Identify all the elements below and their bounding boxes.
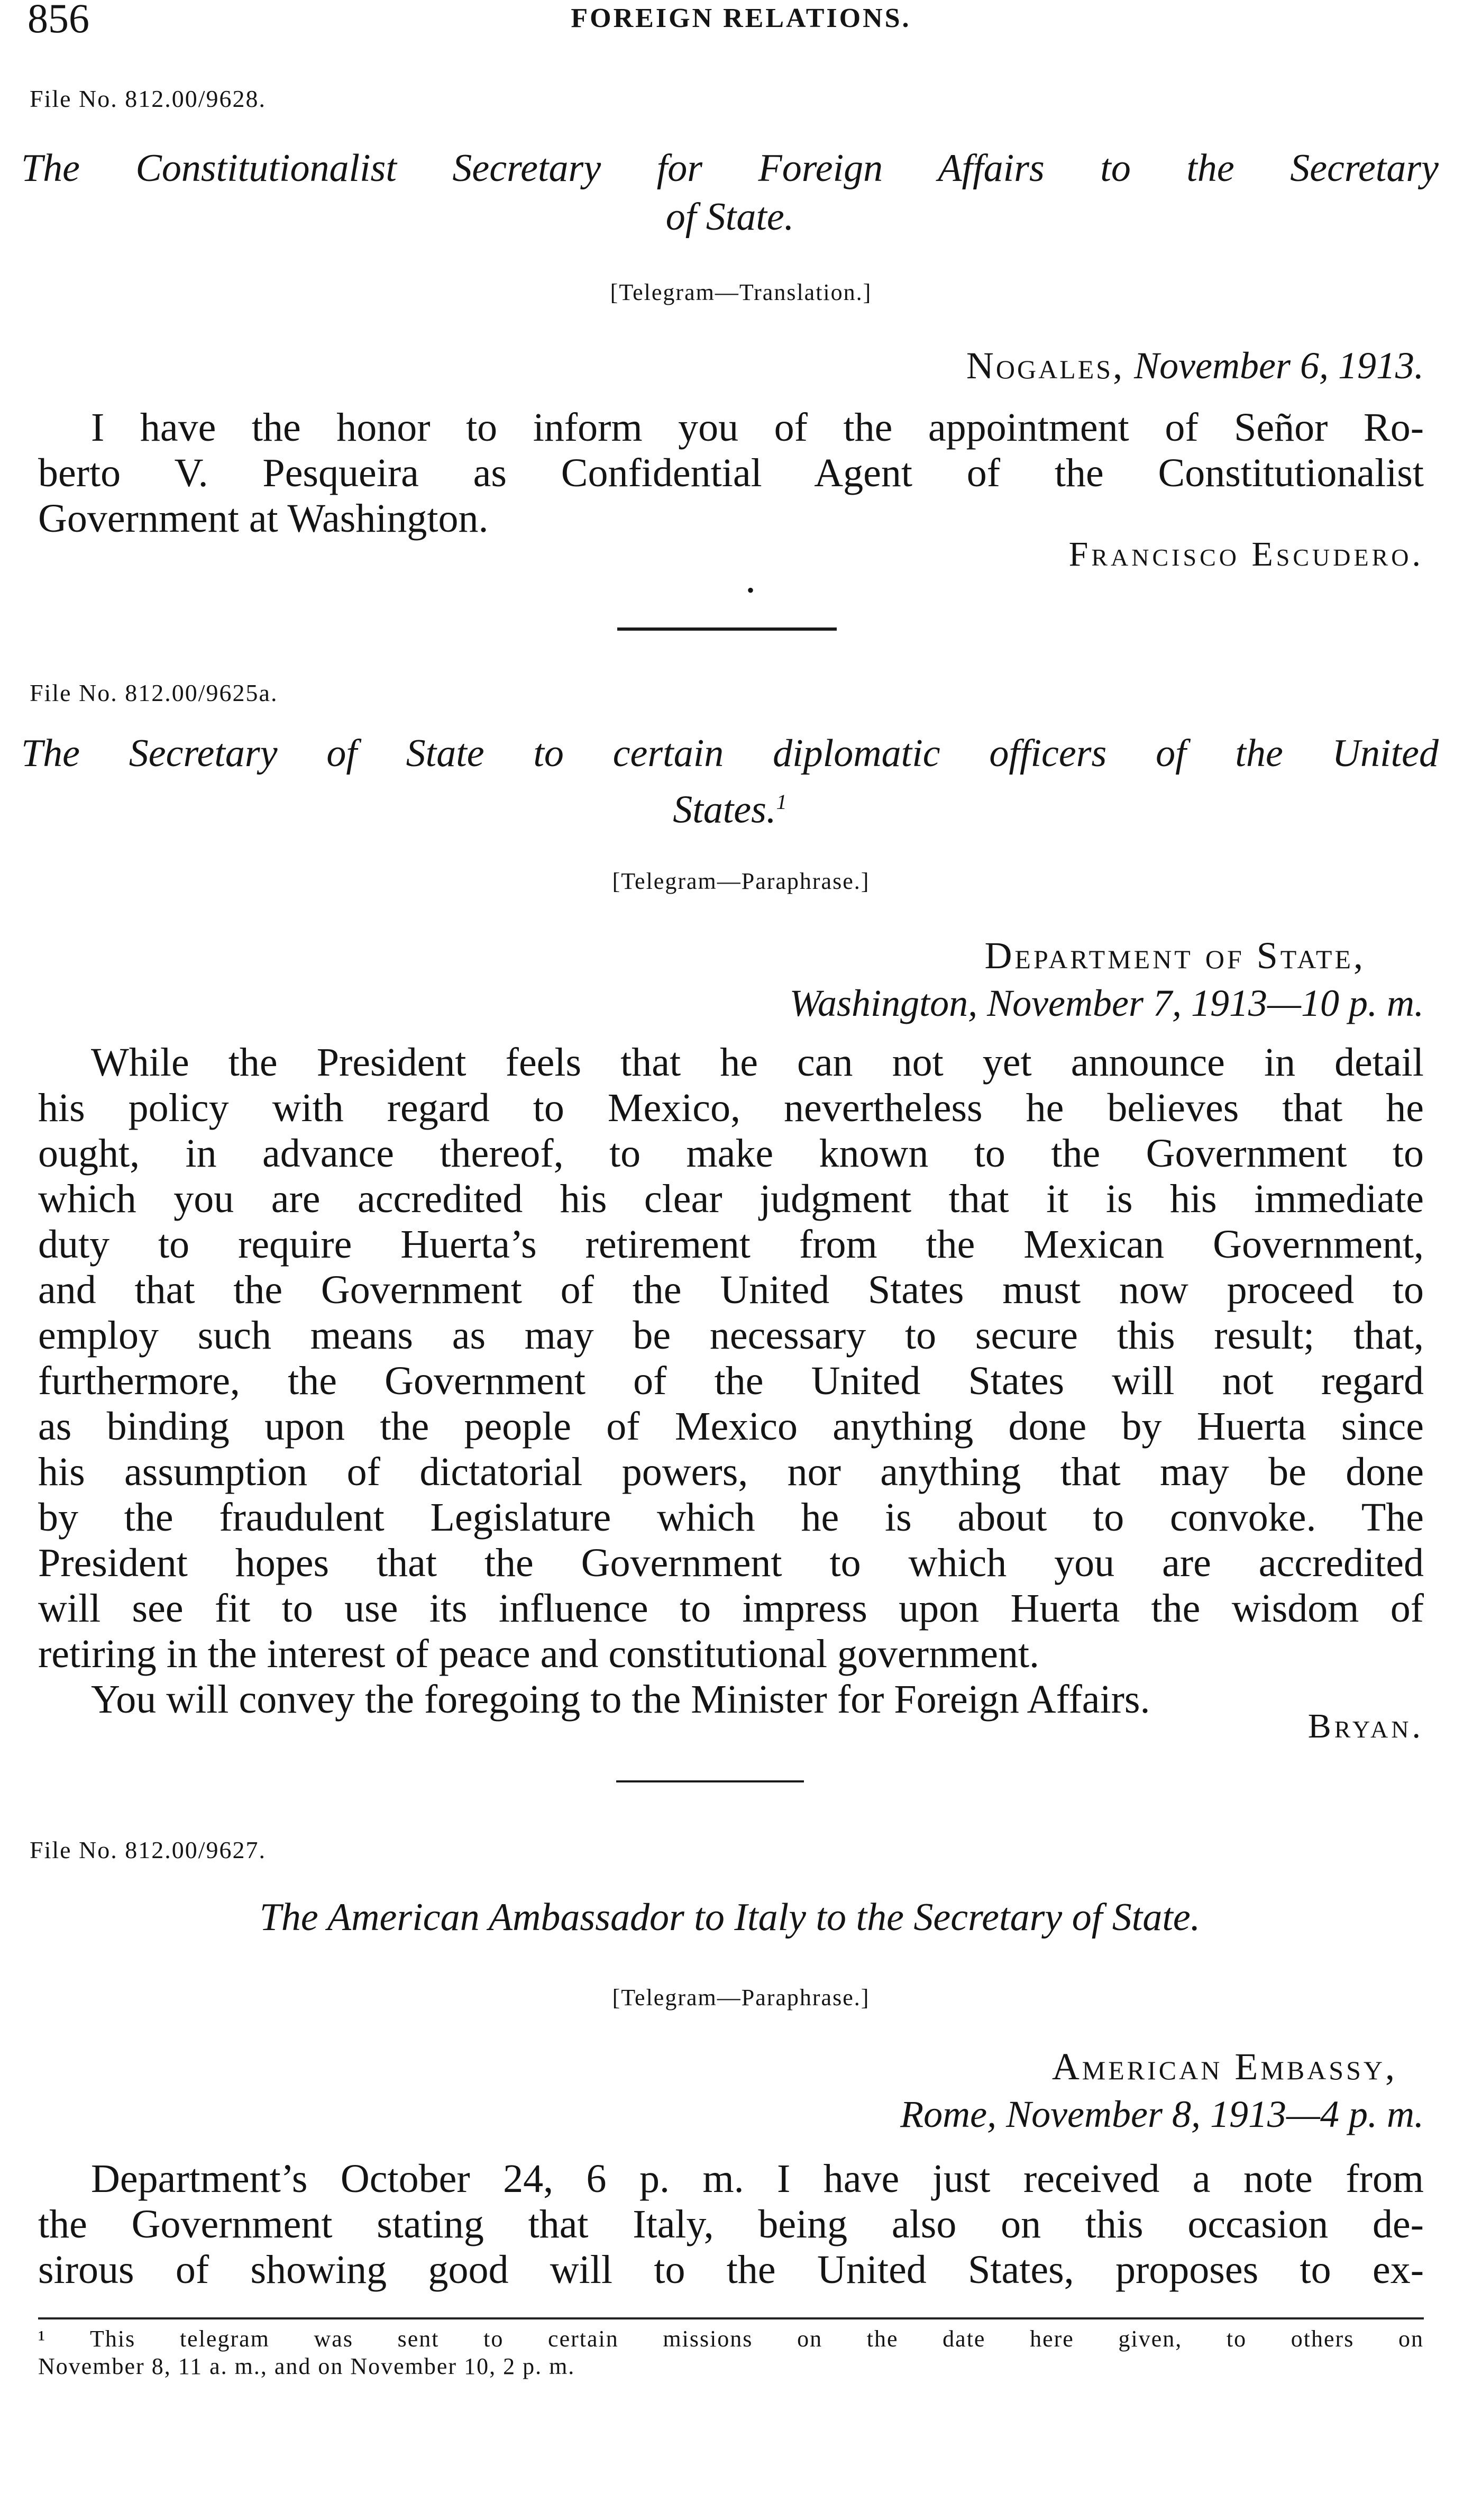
text-line: sirous of showing good will to the United States, proposes to ex- <box>38 2248 1424 2292</box>
text-line: his policy with regard to Mexico, nevertheless he believes that he <box>38 1086 1424 1130</box>
file-number-2: File No. 812.00/9625a. <box>30 679 278 706</box>
heading-line-2: of State. <box>665 195 794 239</box>
text-line: by the fraudulent Legislature which he is about to convoke. The <box>38 1495 1424 1540</box>
body-text-1 <box>38 405 1424 541</box>
body-text-3 <box>38 2156 1424 2292</box>
document-heading-1 <box>21 144 1439 241</box>
file-number-1: File No. 812.00/9628. <box>30 85 267 112</box>
text-line: You will convey the foregoing to the Minister for Foreign Affairs. <box>91 1677 1150 1722</box>
heading-line-1: The Constitutionalist Secretary for Foreign Affairs to the Secretary <box>21 147 1439 190</box>
file-number-3: File No. 812.00/9627. <box>30 1836 267 1863</box>
text-line: which you are accredited his clear judgment that it is his immediate <box>38 1177 1424 1221</box>
text-line: I have the honor to inform you of the appointment of Señor Ro- <box>91 405 1424 450</box>
text-line: Department’s October 24, 6 p. m. I have just received a note from <box>91 2157 1424 2201</box>
place-date-1 <box>966 344 1424 388</box>
text-line: While the President feels that he can not yet announce in detail <box>91 1040 1424 1085</box>
page-number: 856 <box>28 0 89 41</box>
footnote-line: ¹ This telegram was sent to certain missions on the date here given, to others on <box>38 2326 1424 2352</box>
telegram-tag-3: [Telegram—Paraphrase.] <box>612 1985 870 2010</box>
dateline-place-date: Washington, November 7, 1913—10 p. m. <box>789 982 1424 1024</box>
footnote-divider <box>38 2317 1424 2319</box>
text-line: President hopes that the Government to which you are accredited <box>38 1541 1424 1585</box>
dateline-place-date: Rome, November 8, 1913—4 p. m. <box>900 2093 1424 2135</box>
text-line: the Government stating that Italy, being also on this occasion de- <box>38 2202 1424 2246</box>
dateline-date: November 6, 1913. <box>1134 344 1424 387</box>
text-line: Government at Washington. <box>38 496 489 541</box>
body-text-2 <box>38 1040 1424 1722</box>
dateline-department: American Embassy, <box>1051 2045 1397 2088</box>
document-heading-2 <box>21 729 1439 834</box>
telegram-tag-2: [Telegram—Paraphrase.] <box>612 868 870 894</box>
footnote-ref: 1 <box>776 790 787 814</box>
printer-mark: • <box>747 578 755 602</box>
heading-text: States. <box>673 788 776 832</box>
dateline-department: Department of State, <box>984 934 1366 977</box>
heading-line-1: The American Ambassador to Italy to the Secretary of State. <box>259 1896 1201 1939</box>
text-line: furthermore, the Government of the United States will not regard <box>38 1359 1424 1403</box>
text-line: employ such means as may be necessary to secure this result; that, <box>38 1313 1424 1358</box>
text-line: retiring in the interest of peace and constitutional government. <box>38 1632 1040 1676</box>
section-divider-1 <box>617 627 837 631</box>
signature-1: Francisco Escudero. <box>1068 535 1424 574</box>
text-line: as binding upon the people of Mexico anything done by Huerta since <box>38 1404 1424 1449</box>
text-line: ought, in advance thereof, to make known to the Government to <box>38 1131 1424 1176</box>
footnote-line: November 8, 11 a. m., and on November 10, 2 p. m. <box>38 2353 575 2379</box>
text-line: will see fit to use its influence to impress upon Huerta the wisdom of <box>38 1586 1424 1631</box>
heading-line-1: The Secretary of State to certain diplomatic officers of the United <box>21 732 1439 775</box>
telegram-tag-1: [Telegram—Translation.] <box>610 279 872 305</box>
text-line: berto V. Pesqueira as Confidential Agent of the Constitutionalist <box>38 451 1424 495</box>
section-divider-2 <box>616 1780 804 1782</box>
text-line: his assumption of dictatorial powers, nor anything that may be done <box>38 1450 1424 1494</box>
dateline-place: Nogales, <box>966 344 1125 387</box>
footnote <box>38 2325 1424 2380</box>
heading-line-2 <box>21 778 1439 834</box>
signature-2: Bryan. <box>1307 1707 1424 1745</box>
text-line: and that the Government of the United States must now proceed to <box>38 1268 1424 1312</box>
document-heading-3 <box>32 1893 1428 1942</box>
text-line: duty to require Huerta’s retirement from the Mexican Government, <box>38 1222 1424 1267</box>
running-head: FOREIGN RELATIONS. <box>571 3 911 33</box>
